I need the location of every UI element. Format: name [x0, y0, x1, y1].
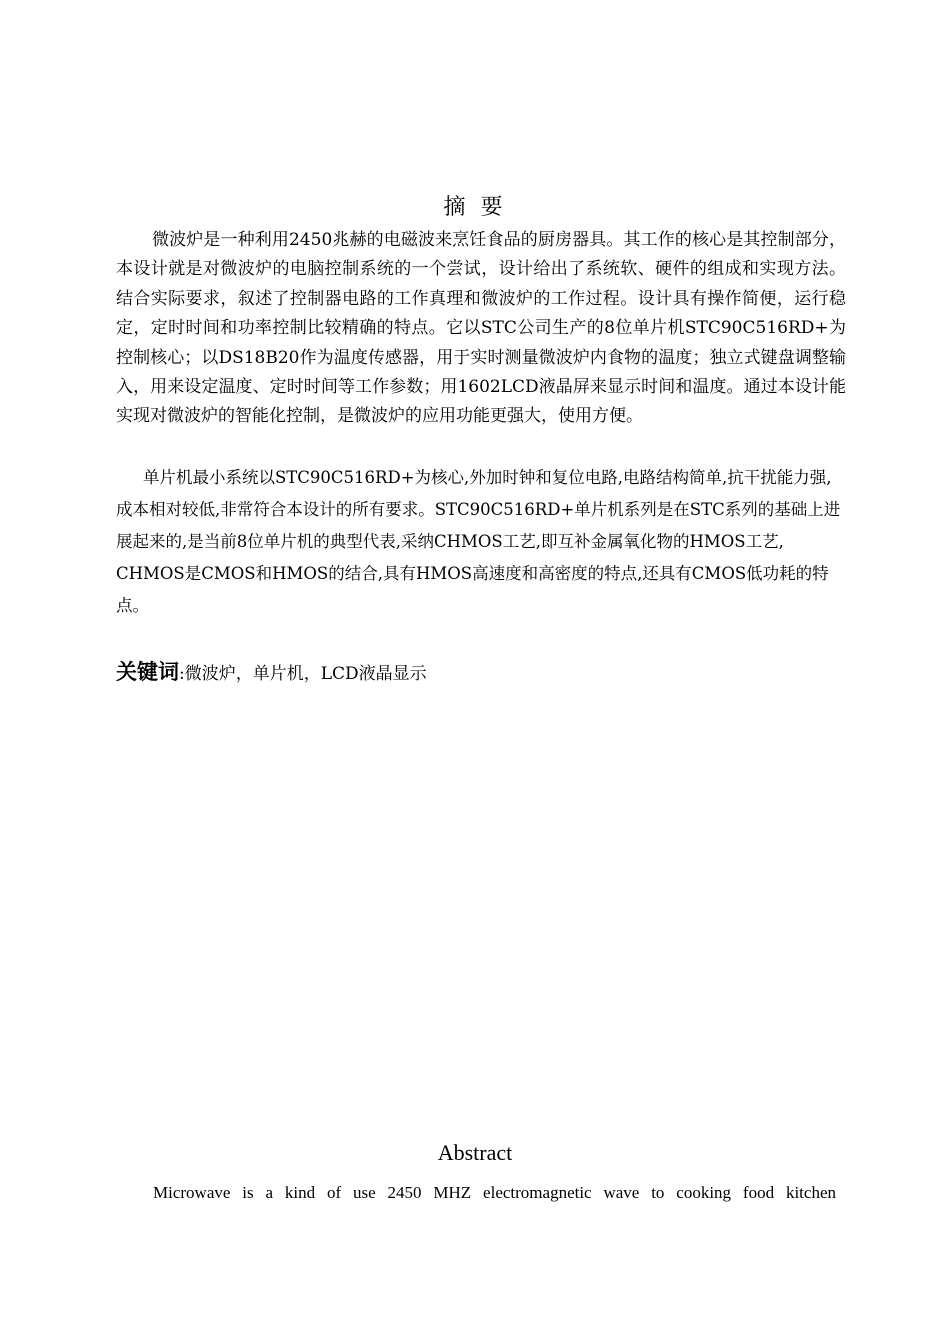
abstract-en-paragraph-1: Microwave is a kind of use 2450 MHZ electromagnetic wave to cooking food kitchen [153, 1183, 836, 1202]
keywords-value: 微波炉，单片机，LCD液晶显示 [184, 664, 427, 684]
keywords-separator: : [179, 664, 185, 684]
abstract-cn-paragraph-1: 微波炉是一种利用2450兆赫的电磁波来烹饪食品的厨房器具。其工作的核心是其控制部分，本设计就是对微波炉的电脑控制系统的一个尝试，设计给出了系统软、硬件的组成和实现方法。结合实际要求，叙述了控制器电路的工作真理和微波炉的工作过程。设计具有操作简便，运行稳定，定时时间和功率控制比较精确的特点。它以STC公司生产的8位单片机STC90C516RD+为控制核心；以DS18B20作为温度传感器，用于实时测量微波炉内食物的温度；独立式键盘调整输入，用来设定温度、定时时间等工作参数；用1602LCD液晶屏来显示时间和温度。通过本设计能实现对微波炉的智能化控制，是微波炉的应用功能更强大，使用方便。 [116, 230, 846, 427]
abstract-cn-paragraph-2: 单片机最小系统以STC90C516RD+为核心,外加时钟和复位电路,电路结构简单,抗干扰能力强,成本相对较低,非常符合本设计的所有要求。STC90C516RD+单片机系列是在STC系列的基础上进展起来的,是当前8位单片机的典型代表,采纳CHMOS工艺,即互补金属氧化物的HMOS工艺, CHMOS是CMOS和HMOS的结合,具有HMOS高速度和高密度的特点,还具有CMOS低功耗的特点。 [116, 468, 841, 615]
keywords-label: 关键词 [116, 660, 179, 684]
abstract-en-title: Abstract [437, 1140, 513, 1165]
keywords-line [116, 656, 427, 690]
abstract-cn-title: 摘 要 [443, 195, 507, 220]
